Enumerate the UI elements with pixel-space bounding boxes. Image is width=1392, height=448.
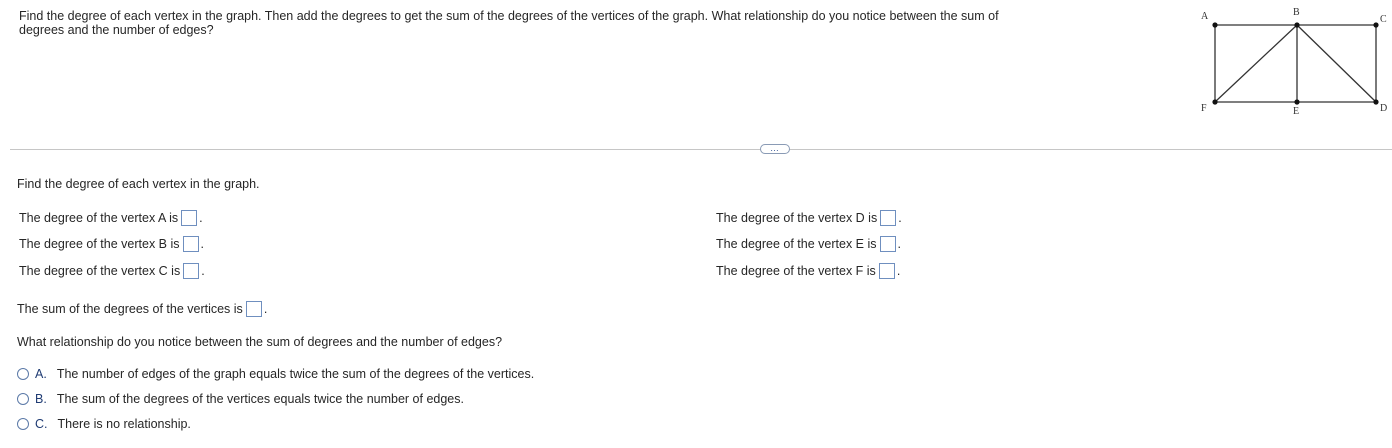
vertex-d-label: The degree of the vertex D is xyxy=(716,211,878,225)
vertex-f-row xyxy=(716,261,900,281)
relationship-question: What relationship do you notice between the sum of degrees and the number of edges? xyxy=(17,335,503,349)
section-divider xyxy=(10,149,1392,150)
more-options-button[interactable]: … xyxy=(760,144,790,154)
period: . xyxy=(897,237,901,251)
edge-b-f xyxy=(1215,25,1297,102)
vertex-e-label: The degree of the vertex E is xyxy=(716,237,877,251)
vertex-b-degree-input[interactable] xyxy=(183,236,199,252)
vertex-label-e: E xyxy=(1293,106,1300,117)
vertex-e xyxy=(1294,99,1299,104)
edge-b-d xyxy=(1297,25,1376,102)
vertex-c-row xyxy=(19,261,205,281)
vertex-label-f: F xyxy=(1201,103,1207,114)
vertex-e-row xyxy=(716,234,901,254)
option-c-letter: C. xyxy=(35,417,48,431)
vertex-a-row xyxy=(19,208,203,228)
option-a-text: The number of edges of the graph equals twice the sum of the degrees of the vertices. xyxy=(56,367,535,381)
vertex-d-degree-input[interactable] xyxy=(880,210,896,226)
period: . xyxy=(201,264,205,278)
option-a-letter: A. xyxy=(35,367,47,381)
vertex-f xyxy=(1212,99,1217,104)
period: . xyxy=(200,237,204,251)
vertex-c-label: The degree of the vertex C is xyxy=(19,264,181,278)
vertex-b xyxy=(1294,22,1299,27)
vertex-b-label: The degree of the vertex B is xyxy=(19,237,180,251)
vertex-label-d: D xyxy=(1380,103,1388,114)
vertex-f-degree-input[interactable] xyxy=(879,263,895,279)
vertex-c xyxy=(1373,22,1378,27)
period: . xyxy=(898,211,902,225)
option-a[interactable] xyxy=(17,366,534,382)
vertex-a-label: The degree of the vertex A is xyxy=(19,211,179,225)
vertex-d-row xyxy=(716,208,902,228)
option-b-text: The sum of the degrees of the vertices equals twice the number of edges. xyxy=(56,392,464,406)
option-c[interactable] xyxy=(17,416,191,432)
vertex-d xyxy=(1373,99,1378,104)
period: . xyxy=(263,302,268,316)
vertex-b-row xyxy=(19,234,204,254)
vertex-a xyxy=(1212,22,1217,27)
sum-row xyxy=(17,299,267,319)
vertex-f-label: The degree of the vertex F is xyxy=(716,264,876,278)
vertex-label-b: B xyxy=(1293,7,1300,18)
option-a-radio[interactable] xyxy=(17,368,29,380)
graph-figure xyxy=(1196,3,1392,123)
sum-label: The sum of the degrees of the vertices is xyxy=(17,302,243,316)
vertex-c-degree-input[interactable] xyxy=(183,263,199,279)
question-text: Find the degree of each vertex in the graph. Then add the degrees to get the sum of the degrees of the vertices of the graph. What relationship do you notice between the sum of degrees and the number of edges? xyxy=(19,9,999,37)
period: . xyxy=(896,264,901,278)
option-c-radio[interactable] xyxy=(17,418,29,430)
option-c-text: There is no relationship. xyxy=(57,417,191,431)
vertex-label-c: C xyxy=(1380,14,1387,25)
option-b-letter: B. xyxy=(35,392,47,406)
vertex-e-degree-input[interactable] xyxy=(880,236,896,252)
option-b[interactable] xyxy=(17,391,464,407)
instruction-text: Find the degree of each vertex in the graph. xyxy=(17,177,260,191)
vertex-a-degree-input[interactable] xyxy=(181,210,197,226)
option-b-radio[interactable] xyxy=(17,393,29,405)
period: . xyxy=(199,211,203,225)
vertex-label-a: A xyxy=(1201,11,1209,22)
sum-degrees-input[interactable] xyxy=(246,301,262,317)
